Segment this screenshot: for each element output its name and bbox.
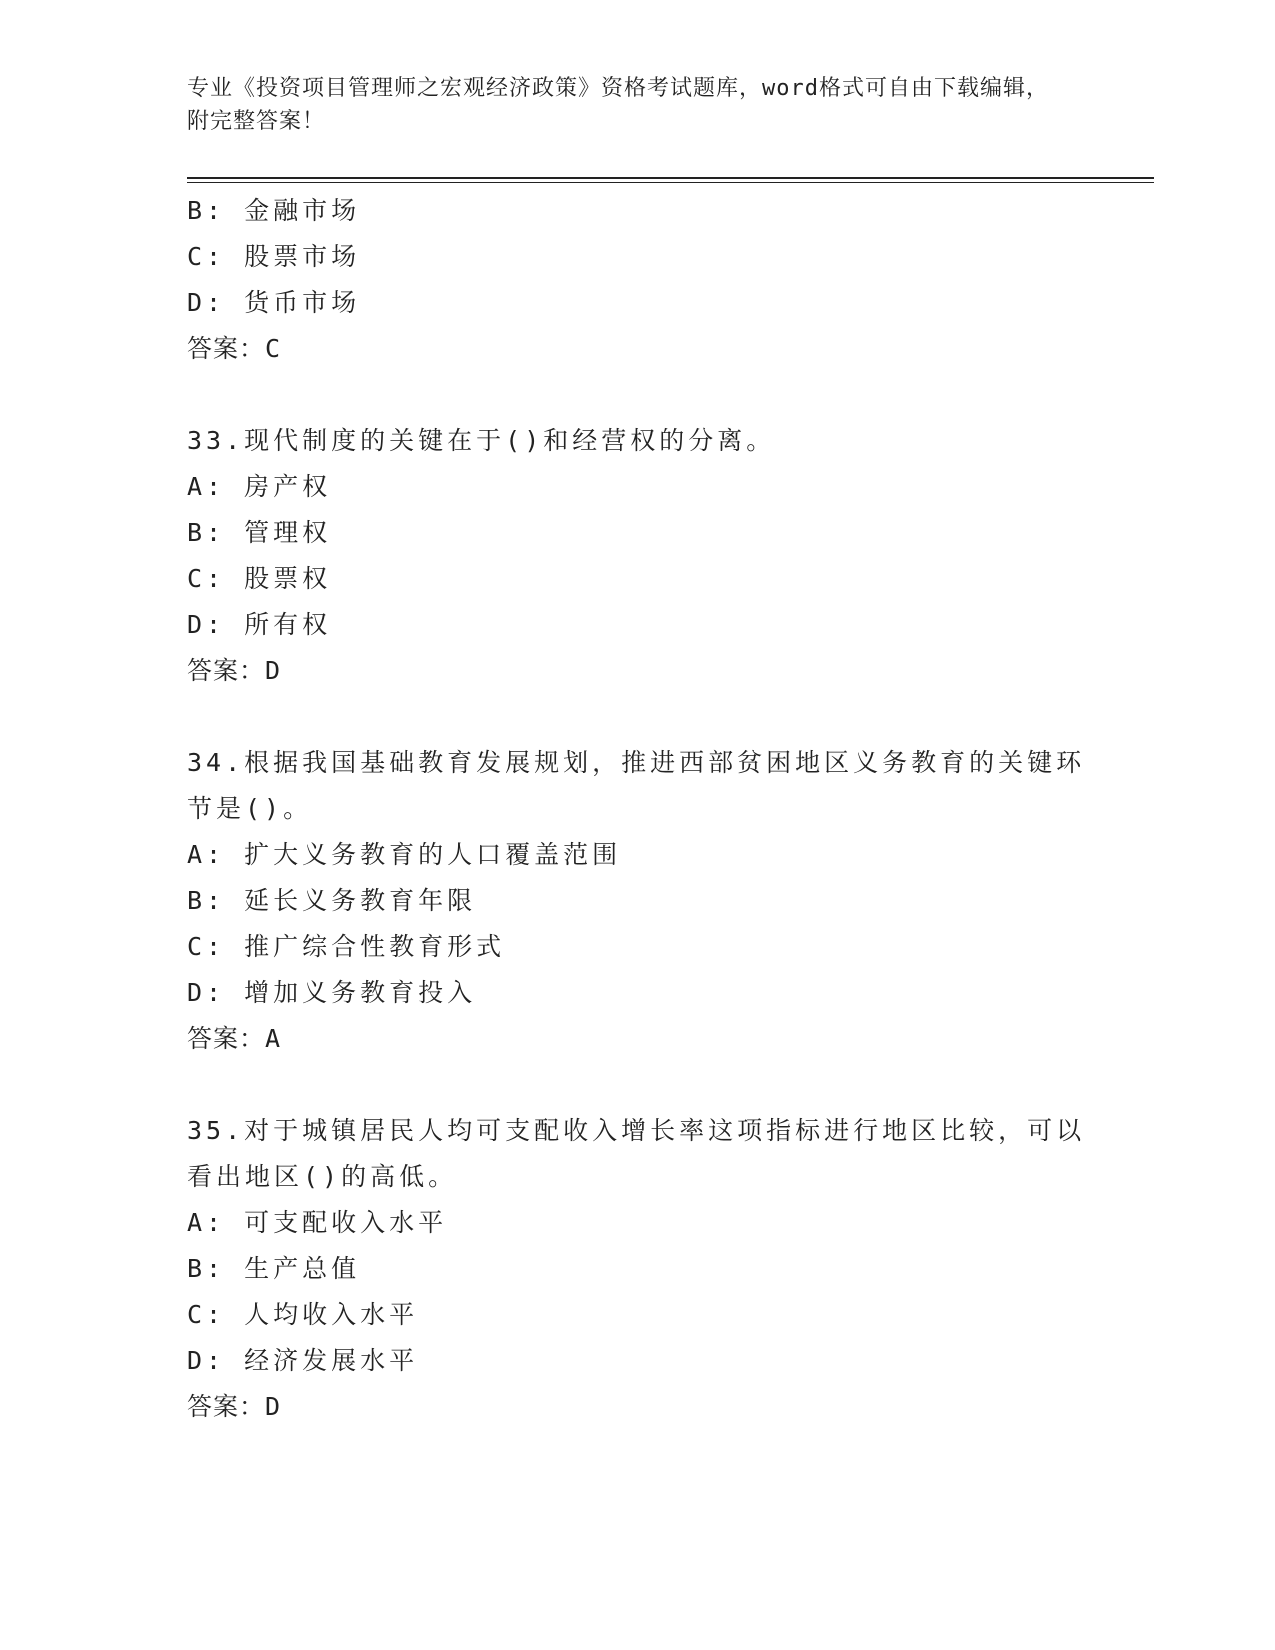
header-divider-thick [187, 177, 1154, 179]
option-c: C: 推广综合性教育形式 [187, 932, 506, 961]
spacer [187, 694, 1087, 740]
option-c: C: 人均收入水平 [187, 1300, 419, 1329]
option-d: D: 增加义务教育投入 [187, 978, 477, 1007]
answer-line: 答案：D [187, 1392, 282, 1421]
option-b: B: 生产总值 [187, 1254, 361, 1283]
answer-line: 答案：A [187, 1024, 282, 1053]
option-a: A: 房产权 [187, 472, 332, 501]
option-d: D: 经济发展水平 [187, 1346, 419, 1375]
option-a: A: 扩大义务教育的人口覆盖范围 [187, 840, 622, 869]
option-c: C: 股票权 [187, 564, 332, 593]
document-header: 专业《投资项目管理师之宏观经济政策》资格考试题库，word格式可自由下载编辑，附完整答案！ [187, 76, 1049, 134]
answer-line: 答案：C [187, 334, 282, 363]
header-divider-thin [187, 182, 1154, 183]
option-b: B: 管理权 [187, 518, 332, 547]
option-a: A: 可支配收入水平 [187, 1208, 448, 1237]
question-text: 33.现代制度的关键在于()和经营权的分离。 [187, 426, 776, 455]
continued-question [187, 188, 1087, 372]
option-c: C: 股票市场 [187, 242, 361, 271]
question-text: 35.对于城镇居民人均可支配收入增长率这项指标进行地区比较，可以看出地区()的高低。 [187, 1116, 1086, 1191]
option-b: B: 延长义务教育年限 [187, 886, 477, 915]
answer-line: 答案：D [187, 656, 282, 685]
option-d: D: 所有权 [187, 610, 332, 639]
option-b: B: 金融市场 [187, 196, 361, 225]
question-text: 34.根据我国基础教育发展规划，推进西部贫困地区义务教育的关键环节是()。 [187, 748, 1086, 823]
spacer [187, 372, 1087, 418]
option-d: D: 货币市场 [187, 288, 361, 317]
question-block-34 [187, 740, 1087, 1062]
spacer [187, 1062, 1087, 1108]
question-block-33 [187, 418, 1087, 694]
question-list [187, 188, 1087, 1430]
question-block-35 [187, 1108, 1087, 1430]
